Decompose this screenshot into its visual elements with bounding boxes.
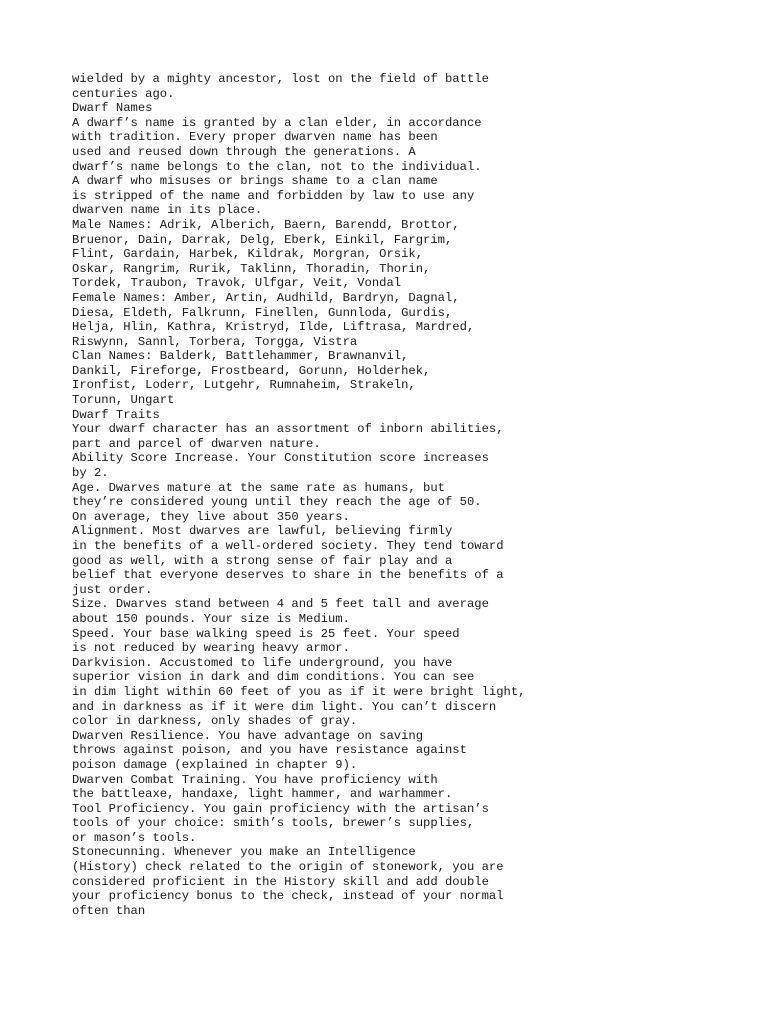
text-line: Flint, Gardain, Harbek, Kildrak, Morgran, Orsik,	[72, 247, 424, 262]
text-line: used and reused down through the generations. A	[72, 144, 416, 159]
text-line: Darkvision. Accustomed to life underground, you have	[72, 655, 453, 670]
text-line: Your dwarf character has an assortment of inborn abilities,	[72, 422, 504, 437]
text-line: and in darkness as if it were dim light. You can’t discern	[72, 699, 497, 714]
text-line: color in darkness, only shades of gray.	[72, 714, 358, 729]
text-line: with tradition. Every proper dwarven name has been	[72, 130, 438, 145]
document-text-block	[72, 72, 752, 918]
text-line: superior vision in dark and dim conditions. You can see	[72, 670, 475, 685]
text-line: just order.	[72, 582, 153, 597]
text-line: is stripped of the name and forbidden by law to use any	[72, 188, 475, 203]
text-line: wielded by a mighty ancestor, lost on the field of battle	[72, 72, 489, 86]
text-line: Clan Names: Balderk, Battlehammer, Brawnanvil,	[72, 349, 409, 364]
text-line: Tool Proficiency. You gain proficiency with the artisan’s	[72, 801, 489, 816]
text-line: Dwarven Combat Training. You have proficiency with	[72, 772, 438, 787]
text-line: Dankil, Fireforge, Frostbeard, Gorunn, Holderhek,	[72, 363, 431, 378]
text-line: your proficiency bonus to the check, instead of your normal	[72, 889, 504, 904]
text-line: A dwarf’s name is granted by a clan elder, in accordance	[72, 115, 482, 130]
text-line: throws against poison, and you have resistance against	[72, 743, 467, 758]
text-line: Ironfist, Loderr, Lutgehr, Rumnaheim, Strakeln,	[72, 378, 416, 393]
text-line: Speed. Your base walking speed is 25 feet. Your speed	[72, 626, 460, 641]
text-line: or mason’s tools.	[72, 830, 197, 845]
text-line: poison damage (explained in chapter 9).	[72, 757, 358, 772]
text-line: Stonecunning. Whenever you make an Intelligence	[72, 845, 416, 860]
text-line: Size. Dwarves stand between 4 and 5 feet tall and average	[72, 597, 489, 612]
text-line: (History) check related to the origin of stonework, you are	[72, 860, 504, 875]
text-line: Dwarf Traits	[72, 407, 160, 422]
text-line: Dwarf Names	[72, 101, 153, 116]
text-line: Ability Score Increase. Your Constitution score increases	[72, 451, 489, 466]
text-line: A dwarf who misuses or brings shame to a clan name	[72, 174, 438, 189]
text-line: in dim light within 60 feet of you as if it were bright light,	[72, 684, 526, 699]
text-line: by 2.	[72, 466, 109, 481]
text-line: Age. Dwarves mature at the same rate as humans, but	[72, 480, 445, 495]
text-line: Female Names: Amber, Artin, Audhild, Bardryn, Dagnal,	[72, 290, 460, 305]
text-line: dwarven name in its place.	[72, 203, 263, 218]
text-line: Bruenor, Dain, Darrak, Delg, Eberk, Einkil, Fargrim,	[72, 232, 453, 247]
text-line: Riswynn, Sannl, Torbera, Torgga, Vistra	[72, 334, 358, 349]
text-line: Diesa, Eldeth, Falkrunn, Finellen, Gunnloda, Gurdis,	[72, 305, 453, 320]
text-line: Male Names: Adrik, Alberich, Baern, Barendd, Brottor,	[72, 217, 460, 232]
text-line: part and parcel of dwarven nature.	[72, 436, 321, 451]
text-line: centuries ago.	[72, 86, 175, 101]
text-line: Helja, Hlin, Kathra, Kristryd, Ilde, Liftrasa, Mardred,	[72, 320, 475, 335]
text-line: good as well, with a strong sense of fair play and a	[72, 553, 453, 568]
text-line: is not reduced by wearing heavy armor.	[72, 641, 350, 656]
text-line: they’re considered young until they reach the age of 50.	[72, 495, 482, 510]
text-line: often than	[72, 903, 146, 918]
text-line: Alignment. Most dwarves are lawful, believing firmly	[72, 524, 453, 539]
text-line: Torunn, Ungart	[72, 393, 175, 408]
text-line: dwarf’s name belongs to the clan, not to the individual.	[72, 159, 482, 174]
text-line: in the benefits of a well-ordered society. They tend toward	[72, 539, 504, 553]
text-line: Oskar, Rangrim, Rurik, Taklinn, Thoradin, Thorin,	[72, 261, 431, 276]
text-line: Dwarven Resilience. You have advantage on saving	[72, 728, 424, 743]
text-line: tools of your choice: smith’s tools, brewer’s supplies,	[72, 816, 475, 831]
text-line: On average, they live about 350 years.	[72, 509, 350, 524]
text-line: considered proficient in the History skill and add double	[72, 874, 489, 889]
text-line: the battleaxe, handaxe, light hammer, and warhammer.	[72, 787, 453, 802]
text-line: about 150 pounds. Your size is Medium.	[72, 611, 350, 626]
text-line: belief that everyone deserves to share in the benefits of a	[72, 568, 504, 583]
text-line: Tordek, Traubon, Travok, Ulfgar, Veit, Vondal	[72, 276, 402, 291]
